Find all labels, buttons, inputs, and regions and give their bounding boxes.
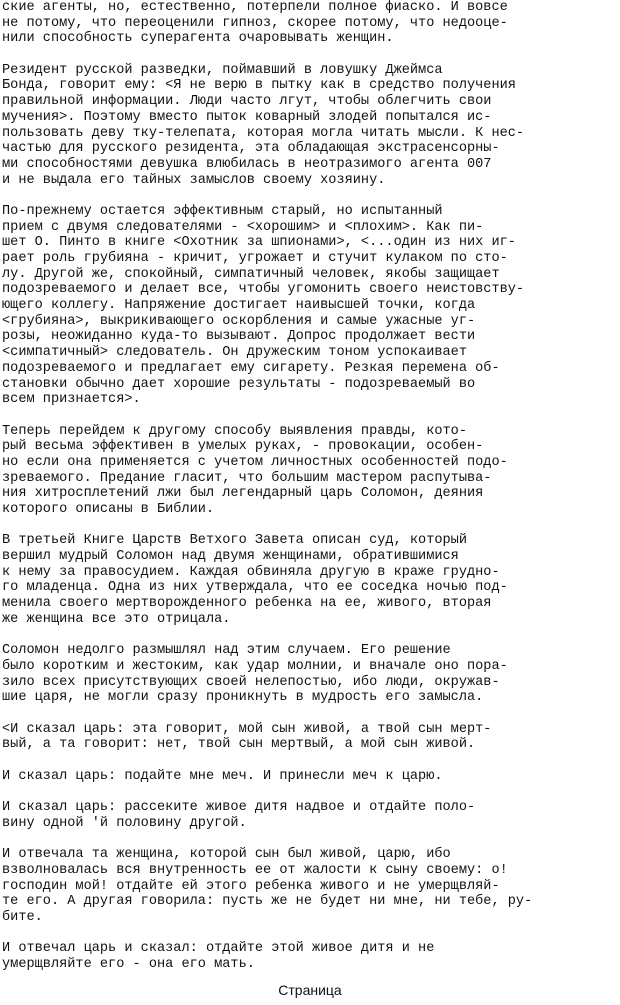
paragraph xyxy=(2,424,618,518)
text-line: <грубияна>, выкрикивающего оскорбления и самые ужасные уг- xyxy=(2,313,476,329)
text-line: мучения>. Поэтому вместо пыток коварный злодей попытался ис- xyxy=(2,109,492,125)
text-line: И сказал царь: подайте мне меч. И принесли меч к царю. xyxy=(2,768,443,784)
text-line: вый, а та говорит: нет, твой сын мертвый, а мой сын живой. xyxy=(2,737,476,753)
text-line: И сказал царь: рассеките живое дитя надвое и отдайте поло- xyxy=(2,800,476,816)
text-line: прием с двумя следователями - <хорошим> и <плохим>. Как пи- xyxy=(2,219,484,235)
text-line: и не выдала его тайных замыслов своему хозяину. xyxy=(2,172,386,188)
paragraph xyxy=(2,722,618,753)
text-line: ющего коллегу. Напряжение достигает наивысшей точки, когда xyxy=(2,298,476,314)
text-line: Резидент русской разведки, поймавший в ловушку Джеймса xyxy=(2,62,443,78)
text-line: ские агенты, но, естественно, потерпели полное фиаско. И вовсе xyxy=(2,0,508,15)
paragraph xyxy=(2,643,618,706)
text-line: ми способностями девушка влюбилась в неотразимого агента 007 xyxy=(2,156,492,172)
text-line: И отвечала та женщина, которой сын был живой, царю, ибо xyxy=(2,847,451,863)
text-line: к нему за правосудием. Каждая обвиняла другую в краже грудно- xyxy=(2,564,500,580)
text-line: <симпатичный> следователь. Он дружеским тоном успокаивает xyxy=(2,345,467,361)
text-line: шет О. Пинто в книге <Охотник за шпионами>, <...один из них иг- xyxy=(2,235,516,251)
text-line: лу. Другой же, спокойный, симпатичный человек, якобы защищает xyxy=(2,266,500,282)
page-footer-label: Страница xyxy=(278,982,342,998)
text-line: зреваемого. Предание гласит, что большим мастером распутыва- xyxy=(2,470,492,486)
text-line: которого описаны в Библии. xyxy=(2,502,215,517)
paragraph xyxy=(2,769,618,785)
text-line: го младенца. Одна из них утверждала, что ее соседка ночью под- xyxy=(2,580,508,596)
text-line: шие царя, не могли сразу проникнуть в мудрость его замысла. xyxy=(2,690,484,706)
paragraph xyxy=(2,847,618,925)
paragraph xyxy=(2,63,618,189)
text-line: частью для русского резидента, эта обладающая экстрасенсорны- xyxy=(2,141,500,157)
text-line: взволновалась вся внутренность ее от жалости к сыну своему: о! xyxy=(2,862,508,878)
text-line: вину одной 'й половину другой. xyxy=(2,815,247,831)
text-line: бите. xyxy=(2,909,43,925)
text-line: ния хитросплетений лжи был легендарный царь Соломон, деяния xyxy=(2,486,484,502)
paragraph xyxy=(2,204,618,408)
text-line: же женщина все это отрицала. xyxy=(2,611,231,627)
text-line: подозреваемого и предлагает ему сигарету. Резкая перемена об- xyxy=(2,360,500,376)
text-line: розы, неожиданно куда-то вызывают. Допрос продолжает вести xyxy=(2,329,476,345)
text-line: Бонда, говорит ему: <Я не верю в пытку как в средство получения xyxy=(2,78,516,94)
text-line: зило всех присутствующих своей нелепостью, ибо люди, окружав- xyxy=(2,674,500,690)
text-line: правильной информации. Люди часто лгут, чтобы облегчить свои xyxy=(2,94,492,110)
text-line: В третьей Книге Царств Ветхого Завета описан суд, который xyxy=(2,533,467,549)
paragraph xyxy=(2,941,618,972)
text-line: Соломон недолго размышлял над этим случаем. Его решение xyxy=(2,643,451,659)
text-line: По-прежнему остается эффективным старый, но испытанный xyxy=(2,203,443,219)
document-body xyxy=(2,0,618,988)
text-line: но если она применяется с учетом личностных особенностей подо- xyxy=(2,454,508,470)
paragraph xyxy=(2,533,618,627)
text-line: умерщвляйте его - она его мать. xyxy=(2,956,255,972)
paragraph xyxy=(2,0,618,47)
text-line: нили способность суперагента очаровывать женщин. xyxy=(2,31,394,47)
text-line: всем признается>. xyxy=(2,392,141,408)
text-line: господин мой! отдайте ей этого ребенка живого и не умерщвляй- xyxy=(2,878,500,894)
text-line: рает роль грубияна - кричит, угрожает и стучит кулаком по сто- xyxy=(2,251,508,266)
text-line: менила своего мертворожденного ребенка на ее, живого, вторая xyxy=(2,596,492,612)
text-line: вершил мудрый Соломон над двумя женщинами, обратившимися xyxy=(2,549,459,565)
text-line: подозреваемого и делает все, чтобы угомонить своего неистовству- xyxy=(2,282,525,298)
text-line: <И сказал царь: эта говорит, мой сын живой, а твой сын мерт- xyxy=(2,721,492,737)
paragraph xyxy=(2,800,618,831)
text-line: рый весьма эффективен в умелых руках, - провокации, особен- xyxy=(2,439,484,455)
text-line: И отвечал царь и сказал: отдайте этой живое дитя и не xyxy=(2,941,435,957)
text-line: не потому, что переоценили гипноз, скорее потому, что недооце- xyxy=(2,15,508,31)
text-line: пользовать деву тку-телепата, которая могла читать мысли. К нес- xyxy=(2,125,525,141)
text-line: становки обычно дает хорошие результаты - подозреваемый во xyxy=(2,376,476,392)
text-line: те его. А другая говорила: пусть же не будет ни мне, ни тебе, ру- xyxy=(2,894,533,910)
text-line: было коротким и жестоким, как удар молнии, и вначале оно пора- xyxy=(2,658,508,674)
text-line: Теперь перейдем к другому способу выявления правды, кото- xyxy=(2,423,467,439)
